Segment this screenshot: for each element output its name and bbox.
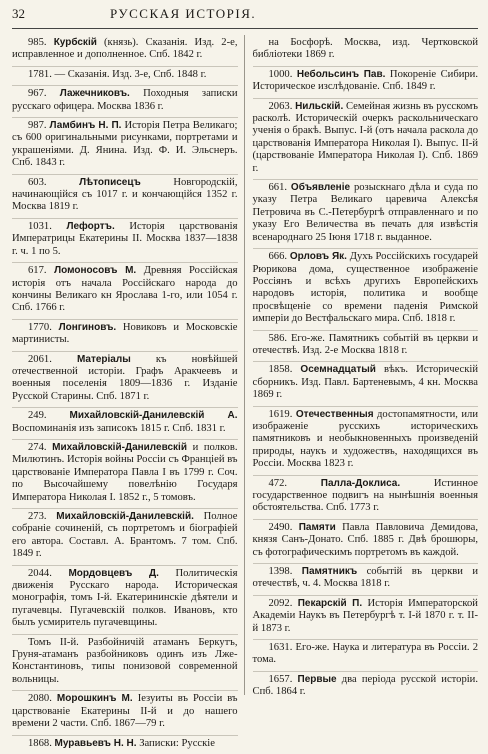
entry-number: 273.: [28, 511, 47, 522]
entry-number: 661.: [268, 182, 288, 194]
entry-text: два періода русской исторіи. Спб. 1864 г.: [252, 673, 478, 698]
entry-author: Курбскій: [53, 37, 97, 48]
entry-author: Муравьевъ Н. Н.: [54, 737, 137, 749]
entry-text: Исторія Императорской Академіи Наукъ въ Петербургѣ т. I-й 1870 г. т. II-й 1873 г.: [252, 597, 478, 634]
entry-text: Записки: Русскіе: [139, 737, 215, 749]
entry-text: Воспоминанія изъ записокъ 1815 г. Спб. 1831 г.: [12, 422, 226, 434]
entry-number: 985.: [28, 37, 47, 48]
entry-author: Лонгиновъ.: [58, 321, 117, 333]
catalog-entry: [12, 691, 238, 735]
entry-text: и полков. Милютинъ. Исторія войны Россіи съ Франціей въ царствованіе Императора Павла I въ 1799 г. Соч. по Высочайшему повелѣнію Государя Императора Николая I. 1852 г., 5 томовъ.: [12, 441, 238, 503]
entry-number: 2061.: [28, 353, 52, 365]
entry-author: Лажечниковъ.: [59, 88, 130, 100]
catalog-entry: [12, 352, 238, 409]
catalog-entry: [12, 35, 238, 67]
entry-number: 987.: [28, 120, 47, 132]
entry-text: Томъ II-й. Разбойничій атаманъ Беркутъ, Груня-атаманъ разбойниковъ одинъ изъ Лже-Константиновъ, типы понизовой современной вольницы.: [12, 636, 238, 685]
catalog-entry: [12, 320, 238, 352]
entry-text: Древняя Россійская исторія отъ начала Россійскаго народа до кончины Великаго кн Ярослава 1-го, или 1054 г. Спб. 1766 г.: [12, 265, 238, 314]
page-number: 32: [12, 6, 25, 21]
entry-author: Михайловскій-Данилевскій.: [56, 511, 194, 522]
entry-number: 2080.: [28, 693, 52, 705]
catalog-entry: [12, 566, 238, 635]
entry-text: розыскнаго дѣла и суда по указу Петра Великаго царевича Алексѣя Петровича въ С.-Петербургѣ отправленнаго и по указу Его Величества въ печать для извѣстія всенароднаго 25 Іюня 1718 г. выданное.: [252, 182, 478, 243]
entry-number: 1398.: [268, 566, 293, 578]
entry-number: 1631.: [268, 642, 293, 654]
entry-text: Его-же. Памятникъ событій въ церкви и отечествѣ. Изд. 2-е Москва 1818 г.: [252, 332, 478, 356]
entry-number: 1781.: [28, 68, 52, 80]
entry-author: Матеріалы: [76, 353, 131, 365]
entry-author: Мордовцевъ Д.: [68, 567, 159, 579]
entry-number: 249.: [28, 410, 47, 422]
entry-author: Палла-Доклиса.: [320, 477, 401, 489]
entry-author: Первые: [297, 673, 337, 685]
entry-text: Павла Павловича Демидова, князя Санъ-Донато. Спб. 1885 г. Двѣ брошюры, съ фотографическимъ портретомъ въ каждой.: [252, 521, 478, 558]
entry-number: 1770.: [28, 321, 52, 333]
entry-number: 2490.: [268, 521, 293, 533]
entry-number: 2092.: [268, 597, 293, 609]
entry-number: 1000.: [268, 68, 293, 80]
entry-author: Пекарскій П.: [297, 597, 363, 609]
catalog-entry: [253, 596, 479, 640]
columns: [12, 35, 479, 749]
right-column: [251, 35, 479, 698]
running-title: РУССКАЯ ИСТОРІЯ.: [110, 6, 257, 21]
catalog-entry: [253, 331, 479, 363]
entry-text: Исторія царствованія Императрицы Екатерины II. Москва 1837—1838 г. ч. 1 по 5.: [12, 220, 238, 257]
catalog-entry: [253, 362, 479, 406]
catalog-entry: [253, 520, 479, 564]
catalog-entry: [12, 440, 238, 509]
entry-text: событій въ церкви и отечествѣ, ч. 4. Москва 1818 г.: [252, 566, 478, 590]
entry-text: Новгородскій, начинающійся съ 1017 г. и кончающійся 1352 г. Москва 1819 г.: [12, 176, 238, 213]
entry-text: Политическія движенія Русскаго народа. Историческая монографія, томъ I-й. Екатерининскіе дѣятели и пугачевцы. Пугачевскій полков. Ивановъ, кто былъ усмиритель пугачевщины.: [12, 567, 238, 629]
catalog-entry: [12, 86, 238, 118]
entry-author: Памяти: [298, 521, 336, 533]
entry-number: 1858.: [268, 364, 293, 376]
entry-text: къ новѣйшей отечественной исторіи. Графъ Аракчеевъ и военныя поселенія 1809—1836 г. Изданіе Русской Старины. Спб. 1871 г.: [12, 353, 238, 402]
entry-text: Исторія Петра Великаго; съ 600 оригинальными рисунками, портретами и украшеніями. Д. Янина. Изд. Ф. И. Эльснеръ. Спб. 1843 г.: [12, 120, 238, 169]
entry-text: Покореніе Сибири. Историческое изслѣдованіе. Спб. 1849 г.: [252, 68, 479, 93]
entry-author: Нильскій.: [295, 100, 344, 112]
entry-number: 1868.: [28, 737, 52, 749]
catalog-entry: [253, 67, 479, 99]
entry-author: Орловъ Як.: [289, 251, 347, 263]
entry-author: Небольсинъ Пав.: [296, 68, 386, 80]
catalog-entry: [12, 509, 238, 566]
entry-text: на Босфорѣ. Москва, изд. Чертковской библіотеки 1869 г.: [252, 37, 478, 61]
entry-text: достопамятности, или изображеніе русскихъ историческихъ памятниковъ и необыкновенныхъ произведеній природы, наукъ и художествъ, находящихся въ Россіи. Москва 1823 г.: [252, 408, 478, 470]
entry-text: (князь). Сказанія. Изд. 2-е, исправленное и дополненное. Спб. 1842 г.: [12, 37, 238, 61]
entry-number: 2063.: [268, 100, 293, 112]
entry-number: 967.: [28, 88, 47, 100]
entry-text: — Сказанія. Изд. 3-е, Спб. 1848 г.: [54, 68, 207, 80]
entry-author: Михайловскій-Данилевскій: [52, 441, 187, 453]
catalog-entry: [12, 408, 238, 440]
catalog-entry: [12, 635, 238, 692]
catalog-entry: [12, 263, 238, 320]
entry-number: 666.: [268, 251, 288, 263]
left-column: [12, 35, 245, 749]
catalog-entry: [12, 67, 238, 86]
catalog-entry: [12, 118, 238, 175]
entry-number: 2044.: [28, 567, 52, 579]
entry-text: Истинное государственное подвигъ на нынѣшнія военныя обстоятельства. Спб. 1773 г.: [252, 477, 478, 514]
entry-number: 586.: [268, 332, 288, 344]
catalog-entry: [12, 175, 238, 219]
entry-author: Ламбинъ Н. П.: [49, 120, 122, 132]
entry-text: Духъ Россійскихъ государей Рюрикова дома, существенное изображеніе Россіянъ и всѣхъ другихъ Европейскихъ народовъ исторія, политика и вообще просвѣщеніе со времени паденія Римской имперіи до Вестфальскаго мира. Спб. 1818 г.: [252, 251, 478, 325]
entry-text: Полное собраніе сочиненій, съ портретомъ и біографіей его автора. Составл. А. Брантомъ. 7 том. Спб. 1849 г.: [12, 511, 238, 560]
entry-author: Ломоносовъ М.: [54, 265, 137, 277]
entry-number: 1031.: [28, 220, 52, 232]
entry-author: Морошкинъ М.: [56, 693, 133, 705]
entry-text: вѣкъ. Историческій сборникъ. Изд. Павл. Бартеневымъ, 4 кн. Москва 1869 г.: [252, 364, 479, 401]
entry-author: Объявленіе: [290, 182, 351, 194]
catalog-entry: [253, 407, 479, 476]
catalog-entry: [253, 672, 479, 703]
entry-author: Лѣтописецъ: [79, 176, 141, 188]
entry-text: Новиковъ и Московскіе мартинисты.: [12, 321, 238, 346]
entry-author: Памятникъ: [301, 566, 358, 578]
entry-text: Іезуиты въ Россіи въ царствованіе Екатерины II-й и до нашего времени 2 части. Спб. 1867—79 г.: [12, 693, 238, 730]
entry-author: Михайловскій-Данилевскій А.: [69, 410, 238, 422]
entry-text: Семейная жизнь въ русскомъ расколѣ. Историческій очеркъ раскольническаго ученія о бракѣ. Выпус. I-й (отъ начала раскола до царствованія Императора Николая I). Выпус. II-й (царствованіе Императора Николая I). Спб. 1869 г.: [252, 100, 478, 174]
entry-author: Отечественныя: [295, 408, 374, 420]
entry-number: 617.: [28, 265, 47, 277]
entry-text: Его-же. Наука и литература въ Россіи. 2 тома.: [252, 642, 478, 666]
page-header: [12, 6, 478, 29]
entry-number: 1619.: [268, 408, 293, 420]
catalog-entry: [253, 564, 479, 596]
entry-number: 1657.: [268, 673, 293, 685]
entry-number: 472.: [268, 477, 288, 489]
catalog-entry: [12, 219, 238, 263]
catalog-entry: [253, 476, 479, 520]
catalog-entry: [253, 249, 479, 330]
catalog-entry: [253, 35, 479, 67]
entry-number: 274.: [28, 441, 47, 453]
entry-text: Походныя записки русскаго офицера. Москва 1836 г.: [12, 88, 238, 112]
catalog-entry: [253, 640, 479, 672]
entry-author: Лефортъ.: [66, 220, 115, 232]
catalog-entry: [253, 99, 479, 180]
entry-number: 603.: [28, 176, 47, 188]
catalog-entry: [253, 180, 479, 249]
catalog-entry: [12, 736, 238, 754]
entry-author: Осемнадцатый: [300, 364, 376, 376]
